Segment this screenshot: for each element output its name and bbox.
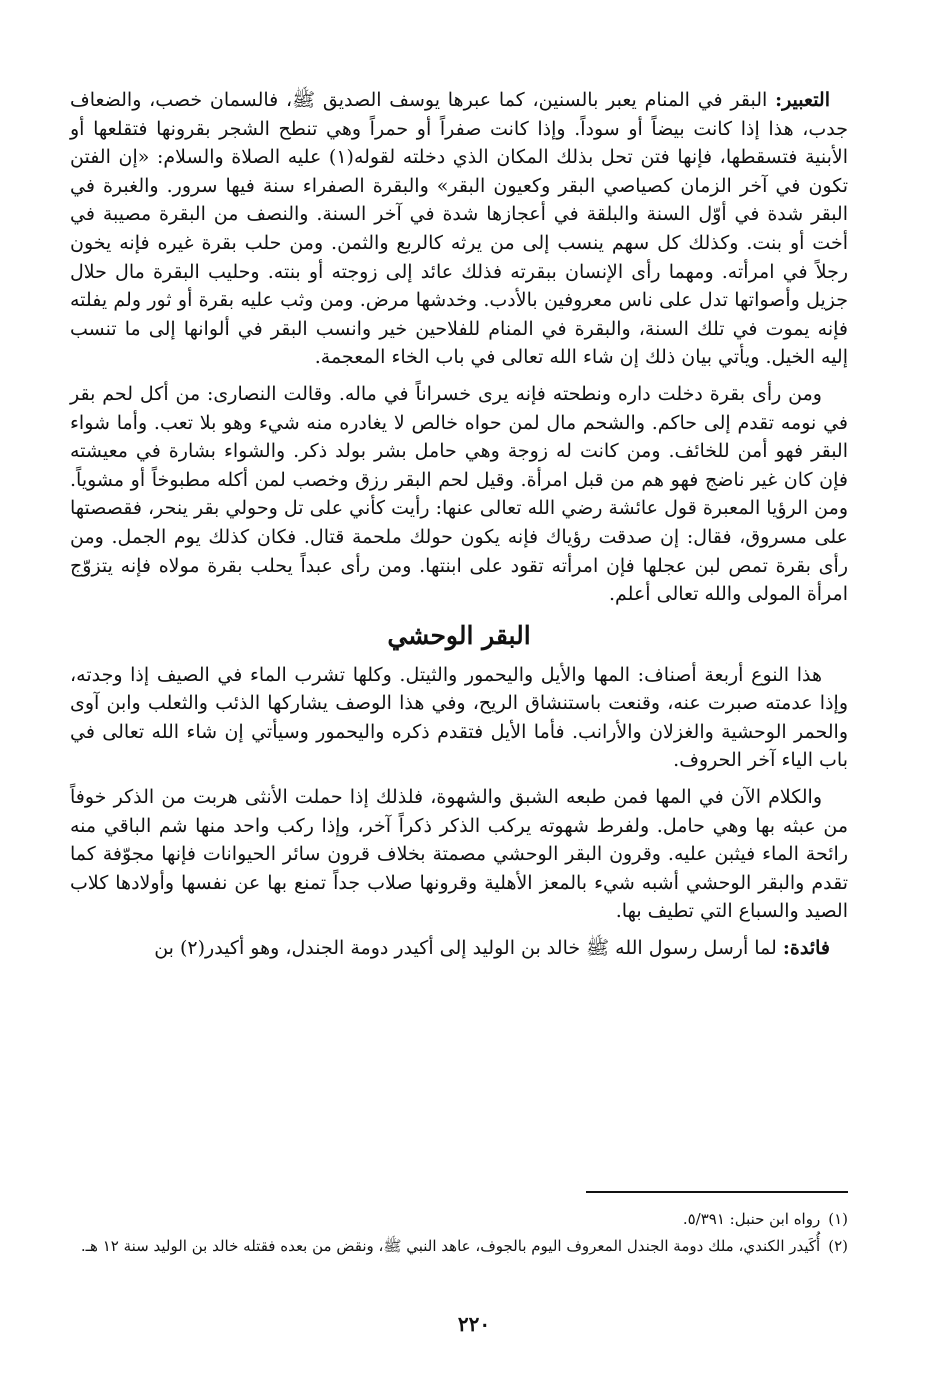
footnote-divider [586,1191,848,1193]
footnote-2 [70,1233,848,1260]
footnote-1-number: (١) [828,1210,848,1228]
section-heading-wild-cattle: البقر الوحشي [387,620,531,650]
paragraph-wild-cattle-types: هذا النوع أربعة أصناف: المها والأيل واليحمور والثيتل. وكلها تشرب الماء في الصيف إذا وجدته، وإذا عدمته صبرت عنه، وقنعت باستنشاق الريح، وفي هذا الوصف يشاركها الذئب والثعلب وابن آوى والحمر الوحشية والغزلان والأرانب. فأما الأيل فتقدم ذكره واليحمور وسيأتي إن شاء الله تعالى في باب الياء آخر الحروف. [70,663,848,772]
footnote-2-number: (٢) [828,1237,848,1255]
footnote-2-text: أُكَيدر الكندي، ملك دومة الجندل المعروف اليوم بالجوف، عاهد النبي ﷺ، ونقض من بعده فقتله خالد بن الوليد سنة ١٢ هـ. [80,1237,821,1255]
paragraph-benefit-text: لما أرسل رسول الله ﷺ خالد بن الوليد إلى أكيدر دومة الجندل، وهو أكيدر(٢) بن [154,937,777,960]
paragraph-dream-cow: ومن رأى بقرة دخلت داره ونطحته فإنه يرى خسراناً في ماله. وقالت النصارى: من أكل لحم بقر في نومه تقدم إلى حاكم. والشحم مال لمن حواه خالص لا يغادره منه شيء وهو بلا تعب. وأما شواء البقر فهو أمن للخائف. ومن كانت له زوجة وهي حامل بشر بولد ذكر. والشواء بشارة في معيشته فإن كان غير ناضج فهو هم من قبل امرأة. وقيل لحم البقر رزق وخصب لمن أكله مطبوخاً أو مشوياً. ومن الرؤيا المعبرة قول عائشة رضي الله تعالى عنها: رأيت كأني على تل وحولي بقر ينحر، فقصصتها على مسروق، فقال: إن صدقت رؤياك فإنه يكون حولك ملحمة قتال. فكان كذلك يوم الجمل. ومن رأى بقرة تمص لبن عجلها فإن امرأته تقود على ابنتها. ومن رأى عبداً يحلب بقرة مولاه فإنه يتزوّج امرأة المولى والله تعالى أعلم. [70,382,848,606]
paragraph-interpretation [70,86,848,372]
footnotes [70,1206,848,1260]
footnote-1 [70,1206,848,1233]
footnote-1-text: رواه ابن حنبل: ٥/٣٩١. [682,1210,821,1228]
lead-term-interpretation: التعبير: [775,89,830,111]
page-body [70,86,848,963]
page-number: ٢٢٠ [457,1312,491,1336]
lead-term-benefit: فائدة: [782,937,830,960]
paragraph-oryx: والكلام الآن في المها فمن طبعه الشبق والشهوة، فلذلك إذا حملت الأنثى هربت من الذكر خوفاً من عبثه بها وهي حامل. ولفرط شهوته يركب الذكر ذكراً آخر، وإذا ركب واحد منها شم الباقي منه رائحة الماء فيثبن عليه. وقرون البقر الوحشي مصمتة بخلاف قرون سائر الحيوانات فإنها مجوّفة كما تقدم والبقر الوحشي أشبه شيء بالمعز الأهلية وقرونها صلاب جداً تمنع بها عن نفسها وأولادها كلاب الصيد والسباع التي تطيف بها. [70,786,848,923]
paragraph-benefit [70,934,848,963]
paragraph-interpretation-text: البقر في المنام يعبر بالسنين، كما عبرها يوسف الصديق ﷺ، فالسمان خصب، والضعاف جدب، هذا إذا كانت بيضاً أو سوداً. وإذا كانت صفراً أو حمراً وهي تنطح الشجر بقرونها فتقلعها أو الأبنية فتسقطها، فإنها فتن تحل بذلك المكان الذي دخلته لقوله(١) عليه الصلاة والسلام: «إن الفتن تكون في آخر الزمان كصياصي البقر وكعيون البقر» والبقرة الصفراء سنة فيها سرور. والغبرة في البقر شدة في أوّل السنة والبلقة في أعجازها شدة في آخر السنة. والنصف من البقرة مصيبة في أخت أو بنت. وكذلك كل سهم ينسب إلى من يرثه كالربع والثمن. ومن حلب بقرة غيره فإنه يخون رجلاً في امرأته. ومهما رأى الإنسان ببقرته فذلك عائد إلى زوجته أو بنته. وحليب البقرة مال حلال جزيل وأصواتها تدل على ناس معروفين بالأدب. وخدشها مرض. ومن وثب عليه بقرة أو ثور ولم يفلته فإنه يموت في تلك السنة، والبقرة في المنام للفلاحين خير وانسب البقر في ألوانها إلى ما تنسب إليه الخيل. ويأتي بيان ذلك إن شاء الله تعالى في باب الخاء المعجمة. [70,89,848,369]
